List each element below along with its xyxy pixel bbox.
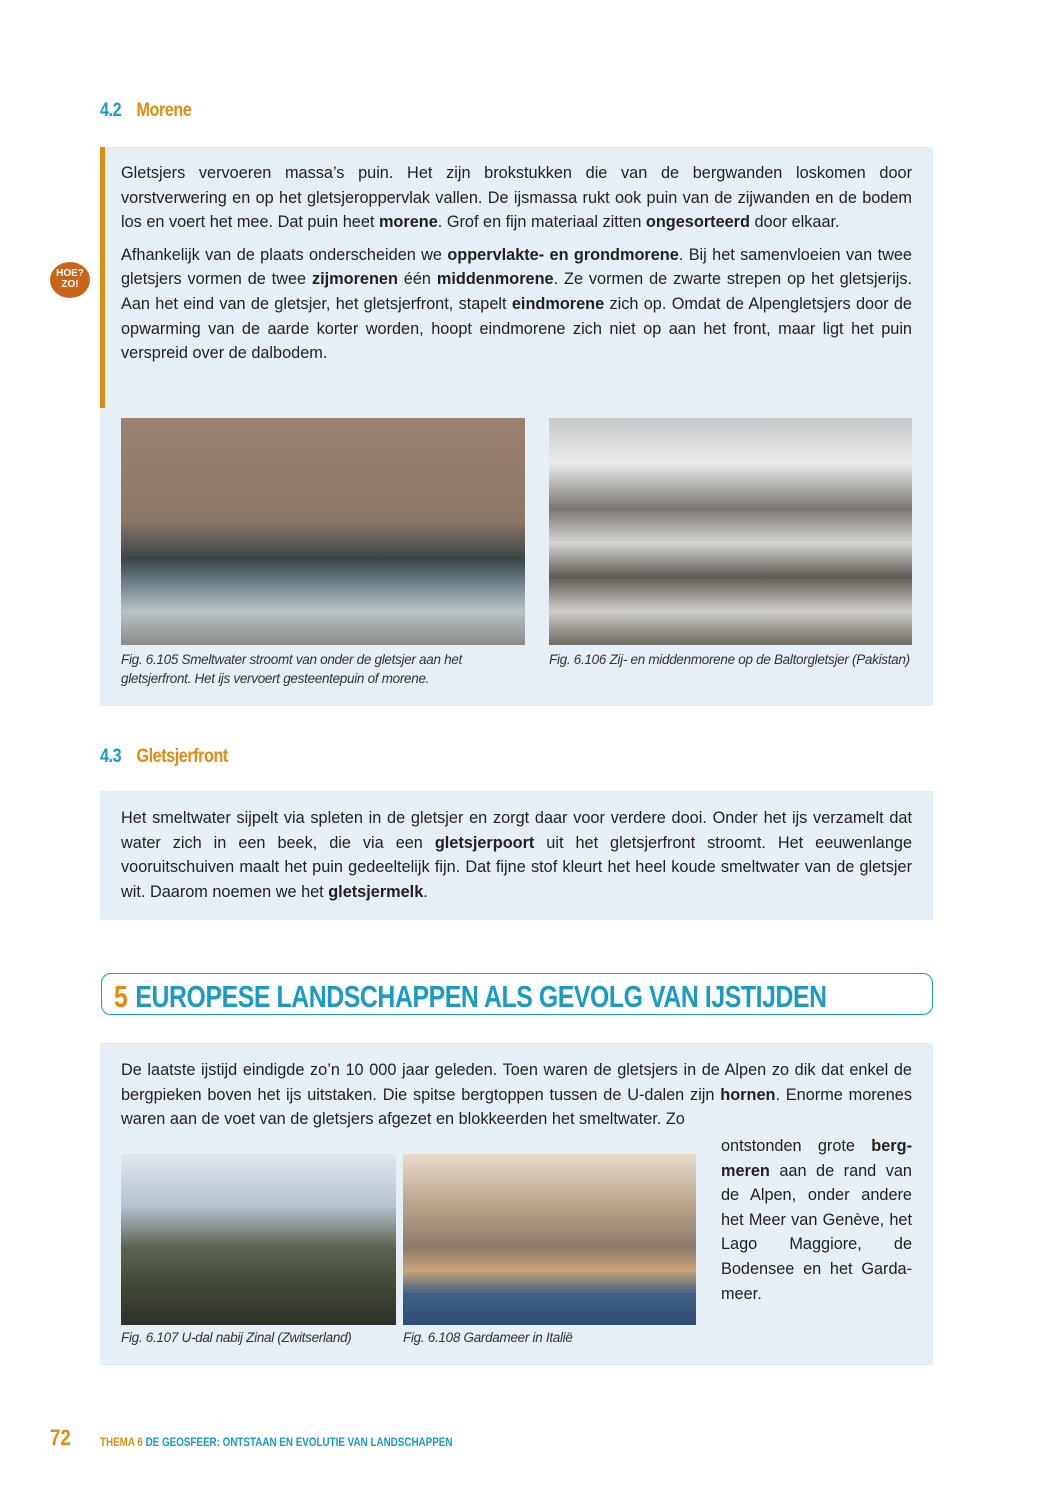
badge-line: HOE? (56, 268, 84, 279)
key-term: oppervlakte- en grondmorene (447, 245, 679, 264)
morene-text (121, 161, 912, 374)
badge-line: ZO! (61, 279, 79, 290)
key-term: middenmorene (436, 270, 554, 289)
section-heading-4-3 (100, 746, 228, 768)
key-term: morene (378, 213, 438, 232)
caption-fig-106: Fig. 6.106 Zij- en middenmorene op de Baltorgletsjer (Pakistan) (549, 652, 910, 667)
text-run: door elkaar. (749, 213, 840, 232)
text-run: . Ze vormen de zwarte strepen op het gletsjerijs. Aan het eind van de gletsjer, het gletsjerfront, stapelt (121, 270, 912, 313)
section-title: Morene (136, 100, 192, 121)
hoe-zo-badge-icon (50, 262, 90, 298)
paragraph (121, 1058, 912, 1132)
footer-theme: THEMA 6 (100, 1435, 143, 1449)
key-term: gletsjermelk (328, 882, 424, 901)
section-heading-4-2 (100, 100, 191, 122)
text-run: één (397, 270, 437, 289)
text-run: zich op. Omdat de Alpengletsjers door de opwarming van de aarde korter worden, hoopt eindmorene zich niet op aan het front, maar ligt het puin verspreid over de dalbodem. (121, 294, 912, 363)
chapter-heading-box (101, 973, 933, 1015)
caption-fig-105: Fig. 6.105 Smeltwater stroomt van onder de gletsjer aan het gletsjerfront. Het ijs vervoert gesteentepuin of morene. (121, 652, 462, 686)
text-run: Gletsjers vervoeren massa’s puin. Het zijn brokstukken die van de bergwanden loskomen door vorstverwering en op het gletsjeroppervlak vallen. De ijsmassa rukt ook puin van de zijwanden en de bodem los en voert het mee. Dat puin heet (121, 164, 912, 232)
text-run: . (423, 882, 428, 901)
chapter-number: 5 (114, 979, 128, 1014)
key-term: eindmorene (511, 294, 605, 313)
caption-fig-107: Fig. 6.107 U-dal nabij Zinal (Zwitserland) (121, 1330, 352, 1345)
page-number: 72 (50, 1425, 71, 1450)
text-run: . Enorme morenes waren aan de voet van de gletsjers afgezet en blokkeerden het smeltwater. Zo (121, 1085, 912, 1129)
key-term: gletsjerpoort (434, 833, 535, 852)
text-run: Afhankelijk van de plaats onderscheiden we (121, 245, 448, 264)
accent-bar (100, 147, 105, 408)
caption-fig-108: Fig. 6.108 Gardameer in Italië (403, 1330, 573, 1345)
text-run: . Grof en fijn materiaal zitten (437, 213, 646, 232)
photo-u-dal-zinal (121, 1154, 396, 1325)
section-number: 4.3 (100, 746, 122, 767)
paragraph (121, 806, 912, 904)
landschappen-text (121, 1058, 912, 1140)
text-run: De laatste ijstijd eindigde zo’n 10 000 jaar geleden. Toen waren de gletsjers in de Alpen zo dik dat enkel de bergpieken boven het ijs uitstaken. Die spitse bergtoppen tussen de U-dalen zijn (121, 1061, 912, 1104)
photo-glacier-front (121, 418, 525, 645)
landschappen-side-text (721, 1134, 912, 1314)
key-term: zijmorenen (311, 270, 398, 289)
photo-gardameer (403, 1154, 696, 1325)
paragraph (121, 161, 912, 235)
text-run: . Bij het samenvloeien van twee gletsjers vormen de twee (121, 245, 912, 289)
paragraph (721, 1134, 912, 1306)
section-title: Gletsjerfront (136, 746, 228, 767)
text-run: uit het gletsjerfront stroomt. Het eeuwenlange vooruitschuiven maalt het puin gedeeltelijk fijn. Dat fijne stof kleurt het heel koude smeltwater van de gletsjer wit. Daarom noemen we het (121, 833, 913, 901)
paragraph (121, 243, 912, 366)
text-run: ontstonden grote (721, 1137, 872, 1155)
text-run: Het smeltwater sijpelt via spleten in de gletsjer en zorgt daar voor verdere dooi. Onder het ijs verzamelt dat water zich in een beek, die via een (121, 809, 912, 852)
text-run: aan de rand van de Alpen, onder andere het Meer van Genève, het Lago Maggiore, de Bodensee en het Garda-meer. (721, 1161, 912, 1303)
photo-baltoro-glacier (549, 418, 912, 645)
section-number: 4.2 (100, 100, 122, 121)
footer-title: DE GEOSFEER: ONTSTAAN EN EVOLUTIE VAN LANDSCHAPPEN (145, 1435, 453, 1449)
gletsjerfront-text (121, 806, 912, 912)
key-term: hornen (720, 1085, 776, 1104)
chapter-heading (114, 979, 827, 1015)
running-footer (100, 1435, 452, 1449)
key-term: berg-meren (721, 1137, 912, 1180)
key-term: ongesorteerd (645, 213, 750, 232)
chapter-title: EUROPESE LANDSCHAPPEN ALS GEVOLG VAN IJSTIJDEN (135, 979, 827, 1014)
